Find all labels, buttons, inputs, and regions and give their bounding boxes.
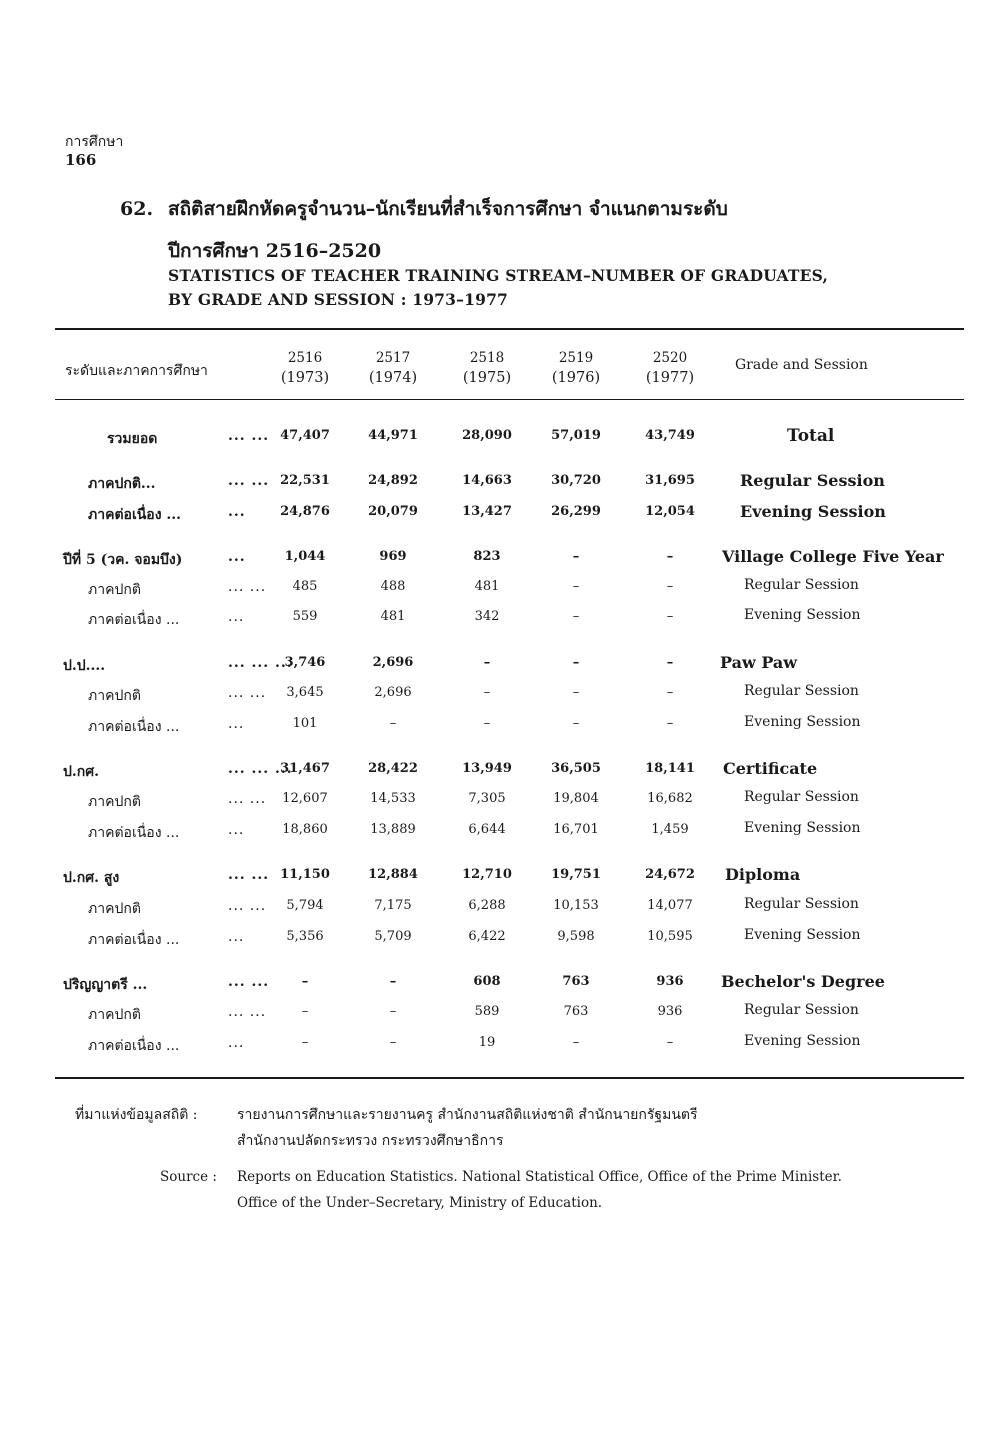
cell-value: – bbox=[666, 716, 674, 731]
cell-value: 24,876 bbox=[280, 504, 330, 519]
year-ce-value: 1975 bbox=[468, 370, 506, 386]
cell-value: 20,079 bbox=[368, 504, 418, 519]
cell-value: 10,153 bbox=[553, 898, 599, 913]
row-label-thai: ภาคปกติ bbox=[88, 1007, 141, 1023]
cell-value: 5,709 bbox=[374, 929, 412, 944]
leader-dots: ... bbox=[228, 716, 245, 732]
header-rule bbox=[55, 399, 964, 400]
year-be: 2519 bbox=[558, 350, 594, 366]
row-label-english: Evening Session bbox=[740, 502, 886, 521]
cell-value: 101 bbox=[292, 716, 318, 731]
row-label-thai: ภาคต่อเนื่อง ... bbox=[88, 825, 180, 841]
row-label-thai: ภาคปกติ... bbox=[88, 476, 156, 492]
cell-value: – bbox=[301, 1004, 309, 1019]
table-top-rule bbox=[55, 328, 964, 330]
cell-value: – bbox=[666, 579, 674, 594]
row-label-thai: ภาคปกติ bbox=[88, 688, 141, 704]
row-label-english: Evening Session bbox=[744, 820, 861, 836]
leader-dots: ... bbox=[228, 609, 245, 625]
table-row bbox=[0, 716, 990, 746]
cell-value: – bbox=[572, 609, 580, 624]
table-row bbox=[0, 761, 990, 791]
cell-value: 763 bbox=[562, 974, 590, 989]
leader-dots: ... ... bbox=[228, 428, 270, 444]
row-label-english: Regular Session bbox=[744, 577, 859, 593]
cell-value: 7,305 bbox=[468, 791, 506, 806]
cell-value: – bbox=[389, 1004, 397, 1019]
table-row bbox=[0, 822, 990, 852]
cell-value: 1,459 bbox=[651, 822, 689, 837]
cell-value: 11,150 bbox=[280, 867, 330, 882]
table-row bbox=[0, 929, 990, 959]
cell-value: 19,751 bbox=[551, 867, 601, 882]
cell-value: – bbox=[483, 716, 491, 731]
source-english-line-1: Reports on Education Statistics. National Statistical Office, Office of the Prime Minister. bbox=[237, 1169, 842, 1185]
cell-value: 16,701 bbox=[553, 822, 599, 837]
cell-value: 16,682 bbox=[647, 791, 693, 806]
cell-value: 5,356 bbox=[286, 929, 324, 944]
cell-value: 14,663 bbox=[462, 473, 512, 488]
cell-value: – bbox=[666, 549, 674, 564]
cell-value: 10,595 bbox=[647, 929, 693, 944]
row-label-english: Regular Session bbox=[744, 683, 859, 699]
cell-value: 47,407 bbox=[280, 428, 330, 443]
row-label-english: Regular Session bbox=[744, 1002, 859, 1018]
year-header-1 bbox=[353, 348, 433, 388]
cell-value: – bbox=[301, 974, 309, 989]
cell-value: 22,531 bbox=[280, 473, 330, 488]
year-ce: (1973) bbox=[280, 370, 330, 386]
cell-value: 36,505 bbox=[551, 761, 601, 776]
cell-value: 12,710 bbox=[462, 867, 512, 882]
header-grade-session-english: Grade and Session bbox=[735, 357, 868, 373]
row-label-thai: ภาคต่อเนื่อง ... bbox=[88, 932, 180, 948]
row-label-thai: รวมยอด bbox=[107, 431, 158, 447]
title-thai-line-1: สถิติสายฝึกหัดครูจำนวน–นักเรียนที่สำเร็จการศึกษา จำแนกตามระดับ bbox=[168, 198, 728, 220]
row-label-english: Paw Paw bbox=[720, 653, 798, 672]
cell-value: – bbox=[572, 685, 580, 700]
cell-value: – bbox=[666, 685, 674, 700]
cell-value: 31,695 bbox=[645, 473, 695, 488]
cell-value: 13,949 bbox=[462, 761, 512, 776]
table-row bbox=[0, 549, 990, 579]
year-header-0 bbox=[265, 348, 345, 388]
cell-value: – bbox=[389, 716, 397, 731]
row-label-english: Village College Five Year bbox=[722, 547, 944, 566]
table-title-thai bbox=[120, 188, 728, 272]
cell-value: – bbox=[572, 655, 580, 670]
cell-value: 28,090 bbox=[462, 428, 512, 443]
row-label-english: Evening Session bbox=[744, 927, 861, 943]
row-label-thai: ป.กศ. สูง bbox=[63, 870, 120, 886]
year-ce-value: 1973 bbox=[286, 370, 324, 386]
cell-value: – bbox=[483, 685, 491, 700]
cell-value: 823 bbox=[473, 549, 501, 564]
leader-dots: ... ... bbox=[228, 579, 267, 595]
cell-value: 13,427 bbox=[462, 504, 512, 519]
source-english-line-2: Office of the Under–Secretary, Ministry of Education. bbox=[237, 1195, 603, 1211]
leader-dots: ... ... ... bbox=[228, 761, 293, 777]
table-row bbox=[0, 655, 990, 685]
cell-value: 18,141 bbox=[645, 761, 695, 776]
cell-value: – bbox=[483, 655, 491, 670]
row-label-english: Evening Session bbox=[744, 607, 861, 623]
cell-value: – bbox=[666, 1035, 674, 1050]
leader-dots: ... ... bbox=[228, 974, 270, 990]
cell-value: 6,288 bbox=[468, 898, 506, 913]
source-thai-line-1: รายงานการศึกษาและรายงานครู สำนักงานสถิติแห่งชาติ สำนักนายกรัฐมนตรี bbox=[237, 1107, 698, 1123]
year-ce: (1977) bbox=[645, 370, 695, 386]
cell-value: – bbox=[301, 1035, 309, 1050]
row-label-english: Bechelor's Degree bbox=[721, 972, 885, 991]
cell-value: – bbox=[666, 609, 674, 624]
leader-dots: ... ... bbox=[228, 898, 267, 914]
table-row bbox=[0, 609, 990, 639]
table-row bbox=[0, 1004, 990, 1034]
leader-dots: ... ... bbox=[228, 1004, 267, 1020]
leader-dots: ... bbox=[228, 1035, 245, 1051]
cell-value: 12,054 bbox=[645, 504, 695, 519]
cell-value: 7,175 bbox=[374, 898, 412, 913]
row-label-thai: ภาคต่อเนื่อง ... bbox=[88, 719, 180, 735]
year-ce-value: 1977 bbox=[651, 370, 689, 386]
cell-value: – bbox=[572, 1035, 580, 1050]
table-row bbox=[0, 428, 990, 458]
cell-value: 57,019 bbox=[551, 428, 601, 443]
cell-value: 485 bbox=[292, 579, 318, 594]
cell-value: 14,533 bbox=[370, 791, 416, 806]
source-thai-line-2: สำนักงานปลัดกระทรวง กระทรวงศึกษาธิการ bbox=[237, 1133, 504, 1149]
year-ce-value: 1976 bbox=[557, 370, 595, 386]
row-label-thai: ป.กศ. bbox=[63, 764, 99, 780]
title-thai-line-2: ปีการศึกษา 2516–2520 bbox=[168, 240, 382, 262]
cell-value: 3,645 bbox=[286, 685, 324, 700]
row-label-english: Certificate bbox=[723, 759, 818, 778]
table-row bbox=[0, 579, 990, 609]
year-ce: (1975) bbox=[462, 370, 512, 386]
cell-value: – bbox=[572, 549, 580, 564]
cell-value: 18,860 bbox=[282, 822, 328, 837]
table-row bbox=[0, 504, 990, 534]
page-number: 166 bbox=[65, 151, 97, 169]
leader-dots: ... bbox=[228, 822, 245, 838]
source-note-english bbox=[160, 1164, 842, 1216]
row-label-thai: ภาคต่อเนื่อง ... bbox=[88, 612, 180, 628]
cell-value: 763 bbox=[563, 1004, 589, 1019]
cell-value: 1,044 bbox=[284, 549, 326, 564]
cell-value: 6,422 bbox=[468, 929, 506, 944]
cell-value: 12,884 bbox=[368, 867, 418, 882]
year-be: 2517 bbox=[375, 350, 411, 366]
running-head-section: การศึกษา bbox=[65, 134, 124, 150]
year-be: 2516 bbox=[287, 350, 323, 366]
title-english-line-2: BY GRADE AND SESSION : 1973–1977 bbox=[168, 290, 509, 309]
cell-value: 5,794 bbox=[286, 898, 324, 913]
row-label-thai: ปีที่ 5 (วค. จอมบึง) bbox=[63, 552, 183, 568]
row-label-thai: ภาคปกติ bbox=[88, 901, 141, 917]
cell-value: 2,696 bbox=[374, 685, 412, 700]
leader-dots: ... bbox=[228, 504, 246, 520]
year-be: 2520 bbox=[652, 350, 688, 366]
row-label-thai: ภาคต่อเนื่อง ... bbox=[88, 1038, 180, 1054]
year-be: 2518 bbox=[469, 350, 505, 366]
leader-dots: ... ... bbox=[228, 473, 270, 489]
cell-value: 559 bbox=[292, 609, 318, 624]
header-grade-session-thai: ระดับและภาคการศึกษา bbox=[65, 363, 208, 379]
table-title-english bbox=[168, 264, 828, 312]
cell-value: 43,749 bbox=[645, 428, 695, 443]
cell-value: 589 bbox=[474, 1004, 500, 1019]
cell-value: 14,077 bbox=[647, 898, 693, 913]
year-header-2 bbox=[447, 348, 527, 388]
cell-value: – bbox=[666, 655, 674, 670]
cell-value: 26,299 bbox=[551, 504, 601, 519]
row-label-thai: ภาคปกติ bbox=[88, 582, 141, 598]
cell-value: 24,672 bbox=[645, 867, 695, 882]
row-label-english: Total bbox=[787, 426, 835, 446]
table-row bbox=[0, 685, 990, 715]
cell-value: 6,644 bbox=[468, 822, 506, 837]
source-key-english: Source : bbox=[160, 1169, 217, 1185]
year-ce: (1974) bbox=[368, 370, 418, 386]
leader-dots: ... bbox=[228, 929, 245, 945]
cell-value: 19,804 bbox=[553, 791, 599, 806]
table-row bbox=[0, 974, 990, 1004]
cell-value: 9,598 bbox=[557, 929, 595, 944]
cell-value: 481 bbox=[380, 609, 406, 624]
cell-value: 342 bbox=[474, 609, 500, 624]
cell-value: 3,746 bbox=[284, 655, 326, 670]
table-row bbox=[0, 867, 990, 897]
table-bottom-rule bbox=[55, 1077, 964, 1079]
cell-value: 2,696 bbox=[372, 655, 414, 670]
year-ce: (1976) bbox=[551, 370, 601, 386]
row-label-english: Regular Session bbox=[740, 471, 885, 490]
cell-value: 19 bbox=[478, 1035, 496, 1050]
leader-dots: ... bbox=[228, 549, 246, 565]
table-row bbox=[0, 1035, 990, 1065]
cell-value: 936 bbox=[657, 1004, 683, 1019]
year-header-3 bbox=[536, 348, 616, 388]
cell-value: 488 bbox=[380, 579, 406, 594]
cell-value: 44,971 bbox=[368, 428, 418, 443]
row-label-english: Evening Session bbox=[744, 714, 861, 730]
leader-dots: ... ... ... bbox=[228, 655, 293, 671]
title-english-line-1: STATISTICS OF TEACHER TRAINING STREAM–NUMBER OF GRADUATES, bbox=[168, 266, 829, 285]
table-row bbox=[0, 898, 990, 928]
cell-value: – bbox=[572, 716, 580, 731]
row-label-english: Evening Session bbox=[744, 1033, 861, 1049]
cell-value: 24,892 bbox=[368, 473, 418, 488]
leader-dots: ... ... bbox=[228, 685, 267, 701]
running-head bbox=[65, 133, 123, 169]
cell-value: – bbox=[389, 974, 397, 989]
row-label-thai: ป.ป.... bbox=[63, 658, 106, 674]
table-row bbox=[0, 473, 990, 503]
cell-value: – bbox=[389, 1035, 397, 1050]
cell-value: 608 bbox=[473, 974, 501, 989]
cell-value: 969 bbox=[379, 549, 407, 564]
source-note-thai bbox=[75, 1102, 698, 1154]
row-label-english: Diploma bbox=[725, 865, 801, 884]
row-label-english: Regular Session bbox=[744, 896, 859, 912]
cell-value: 481 bbox=[474, 579, 500, 594]
leader-dots: ... ... bbox=[228, 791, 267, 807]
cell-value: 12,607 bbox=[282, 791, 328, 806]
table-row bbox=[0, 791, 990, 821]
row-label-thai: ภาคต่อเนื่อง ... bbox=[88, 507, 182, 523]
cell-value: 936 bbox=[656, 974, 684, 989]
cell-value: 13,889 bbox=[370, 822, 416, 837]
table-number: 62. bbox=[120, 198, 154, 220]
leader-dots: ... ... bbox=[228, 867, 270, 883]
year-header-4 bbox=[630, 348, 710, 388]
year-ce-value: 1974 bbox=[374, 370, 412, 386]
cell-value: 28,422 bbox=[368, 761, 418, 776]
row-label-thai: ภาคปกติ bbox=[88, 794, 141, 810]
cell-value: 30,720 bbox=[551, 473, 601, 488]
source-key-thai: ที่มาแห่งข้อมูลสถิติ : bbox=[75, 1107, 198, 1123]
cell-value: – bbox=[572, 579, 580, 594]
row-label-english: Regular Session bbox=[744, 789, 859, 805]
row-label-thai: ปริญญาตรี ... bbox=[63, 977, 148, 993]
cell-value: 31,467 bbox=[280, 761, 330, 776]
